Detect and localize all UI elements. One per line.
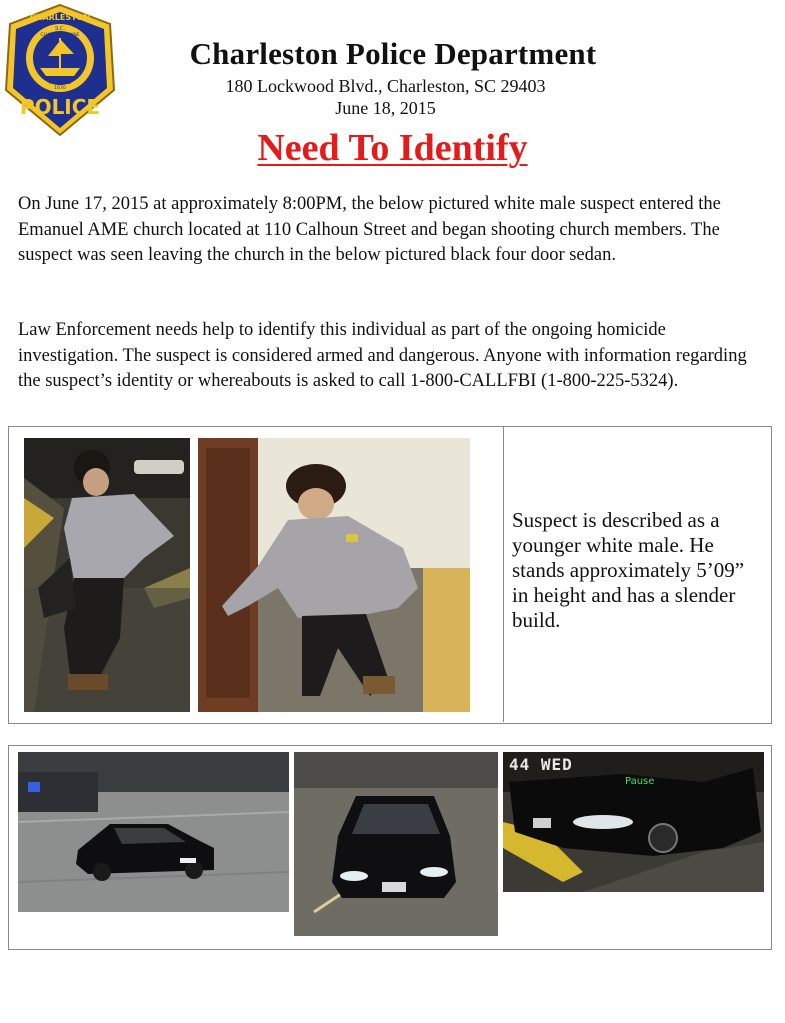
suspect-description: Suspect is described as a younger white male. He stands approximately 5’09” in height and has a slender build. xyxy=(512,508,745,632)
badge-year: 1670 xyxy=(54,86,66,91)
appeal-paragraph: Law Enforcement needs help to identify this individual as part of the ongoing homicide investigation. The suspect is considered armed and dangerous. Anyone with information regarding the suspect’s identity or whereabouts is asked to call 1-800-CALLFBI (1-800-225-5324). xyxy=(18,320,747,391)
org-address: 180 Lockwood Blvd., Charleston, SC 29403 xyxy=(225,76,546,96)
badge-top-text: CHARLESTON xyxy=(29,13,91,22)
police-badge-logo xyxy=(2,2,118,138)
camera-timestamp: 44 WED xyxy=(509,755,573,774)
panel-divider xyxy=(503,427,504,722)
vehicle-photo-3 xyxy=(503,752,764,892)
headline: Need To Identify xyxy=(257,127,528,169)
org-name: Charleston Police Department xyxy=(189,36,597,71)
badge-founded: FOUNDED xyxy=(48,81,72,86)
suspect-photo-1 xyxy=(24,438,190,712)
vehicle-photo-2 xyxy=(294,752,498,936)
badge-state: S.C. xyxy=(55,26,65,32)
suspect-photo-2 xyxy=(198,438,470,712)
camera-pause-status: Pause xyxy=(625,776,655,787)
bulletin-date: June 18, 2015 xyxy=(335,98,436,118)
incident-paragraph: On June 17, 2015 at approximately 8:00PM, the below pictured white male suspect entered the Emanuel AME church located at 110 Calhoun Street and began shooting church members. The suspect was seen leaving the church in the below pictured black four door sedan. xyxy=(18,194,721,265)
vehicle-photo-1 xyxy=(18,752,289,912)
badge-subtitle: CHARLES TOWNE xyxy=(40,33,80,38)
badge-bottom-text: POLICE xyxy=(19,95,101,119)
